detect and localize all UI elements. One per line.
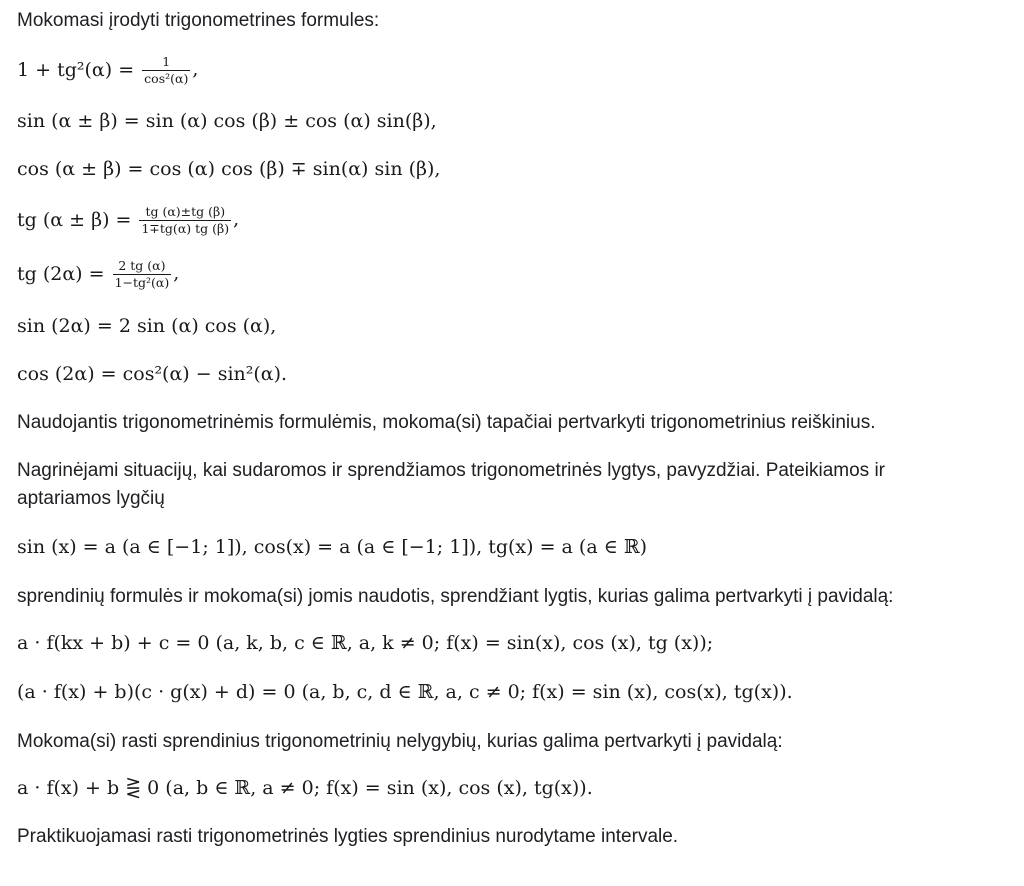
formula-2: sin (α ± β) = sin (α) cos (β) ± cos (α) sin(β), — [17, 110, 437, 132]
formula-5-fraction — [113, 259, 172, 290]
paragraph-2-line-1: Nagrinėjami situacijų, kai sudaromos ir sprendžiamos trigonometrinės lygtys, pavyzdžiai. Pateikiamos ir — [17, 460, 886, 481]
equation-form-1: a · f(kx + b) + c = 0 (a, k, b, c ∈ ℝ, a, k ≠ 0; f(x) = sin(x), cos (x), tg (x)); — [17, 632, 714, 654]
inequality-form: a · f(x) + b ⋛ 0 (a, b ∈ ℝ, a ≠ 0; f(x) = sin (x), cos (x), tg(x)). — [17, 777, 593, 799]
formula-7: cos (2α) = cos²(α) − sin²(α). — [17, 363, 288, 385]
formula-1-numerator: 1 — [142, 55, 190, 71]
formula-4-numerator: tg (α)±tg (β) — [139, 205, 231, 221]
formula-1-lhs: 1 + tg²(α) = — [17, 59, 135, 81]
formula-5-denominator: 1−tg²(α) — [114, 274, 170, 290]
paragraph-5: Praktikuojamasi rasti trigonometrinės lygties sprendinius nurodytame intervale. — [17, 826, 679, 847]
intro-text: Mokomasi įrodyti trigonometrines formules: — [17, 10, 380, 31]
formula-4-fraction — [139, 205, 231, 236]
formula-6: sin (2α) = 2 sin (α) cos (α), — [17, 315, 277, 337]
formula-5-tail: , — [173, 262, 180, 284]
formula-1 — [17, 54, 198, 85]
formula-5-lhs: tg (2α) = — [17, 263, 105, 285]
paragraph-1: Naudojantis trigonometrinėmis formulėmis, mokoma(si) tapačiai pertvarkyti trigonometrinius reiškinius. — [17, 412, 876, 433]
formula-5-numerator: 2 tg (α) — [113, 259, 172, 275]
formula-4-lhs: tg (α ± β) = — [17, 209, 132, 231]
formula-3: cos (α ± β) = cos (α) cos (β) ∓ sin(α) sin (β), — [17, 158, 441, 180]
formula-1-fraction — [142, 55, 190, 86]
equation-form-2: (a · f(x) + b)(c · g(x) + d) = 0 (a, b, c, d ∈ ℝ, a, c ≠ 0; f(x) = sin (x), cos(x), tg(x)). — [17, 681, 793, 703]
formula-4 — [17, 204, 239, 235]
paragraph-3: sprendinių formulės ir mokoma(si) jomis naudotis, sprendžiant lygtis, kurias galima pertvarkyti į pavidalą: — [17, 586, 894, 607]
formula-1-denominator: cos²(α) — [144, 70, 189, 86]
formula-5 — [17, 258, 179, 289]
paragraph-2-line-2: aptariamos lygčių — [17, 488, 165, 509]
equations-line: sin (x) = a (a ∈ [−1; 1]), cos(x) = a (a ∈ [−1; 1]), tg(x) = a (a ∈ ℝ) — [17, 536, 648, 558]
formula-4-tail: , — [233, 208, 240, 230]
formula-4-denominator: 1∓tg(α) tg (β) — [141, 220, 230, 236]
paragraph-4: Mokoma(si) rasti sprendinius trigonometrinių nelygybių, kurias galima pertvarkyti į pavidalą: — [17, 731, 783, 752]
formula-1-tail: , — [192, 58, 199, 80]
